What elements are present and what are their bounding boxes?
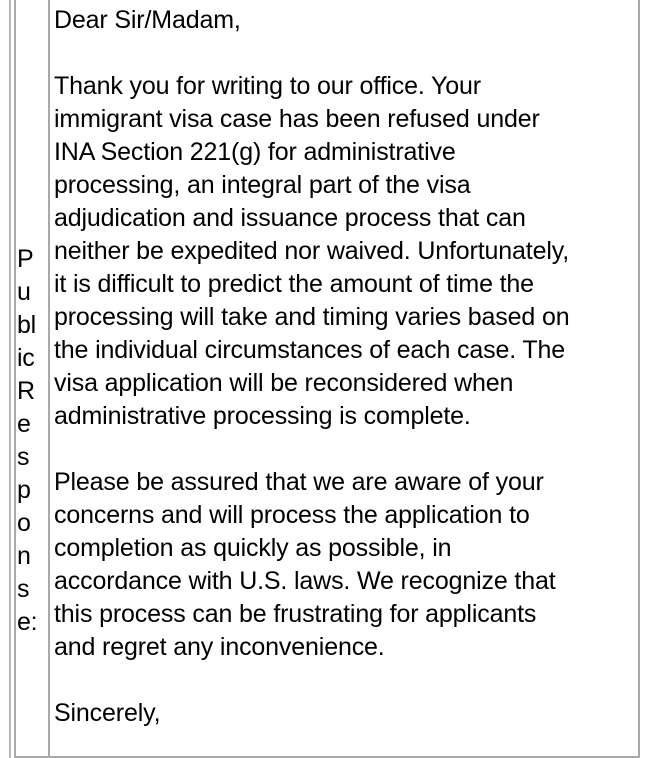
label-line: s — [17, 575, 30, 603]
label-line: u — [17, 278, 31, 306]
label-line: P — [17, 245, 34, 273]
outer-border — [9, 0, 11, 758]
label-line: ic — [17, 344, 35, 372]
label-line: e — [17, 410, 31, 438]
letter-text — [54, 4, 638, 730]
response-table — [14, 0, 640, 758]
label-line: e: — [17, 608, 38, 636]
label-line: p — [17, 476, 31, 504]
label-line: R — [17, 377, 35, 405]
letter-closing: Sincerely, — [54, 699, 161, 727]
letter-greeting: Dear Sir/Madam, — [54, 6, 241, 34]
public-response-label — [16, 243, 47, 639]
letter-paragraph-2: Please be assured that we are aware of your concerns and will process the application to completion as quickly as possible, in accordance with U.S. laws. We recognize that this process can be frustrating for applicants and regret any inconvenience. — [54, 468, 556, 661]
label-line: o — [17, 509, 31, 537]
letter-paragraph-1: Thank you for writing to our office. Your immigrant visa case has been refused under INA Section 221(g) for administrative processing, an integral part of the visa adjudication and issuance process that can neither be expedited nor waived. Unfortunately, it is difficult to predict the amount of time the processing will take and timing varies based on the individual circumstances of each case. The visa application will be reconsidered when administrative processing is complete. — [54, 72, 570, 430]
label-line: bl — [17, 311, 36, 339]
letter-body-cell — [50, 0, 638, 756]
label-line: n — [17, 542, 31, 570]
label-cell — [16, 0, 50, 756]
label-line: s — [17, 443, 30, 471]
